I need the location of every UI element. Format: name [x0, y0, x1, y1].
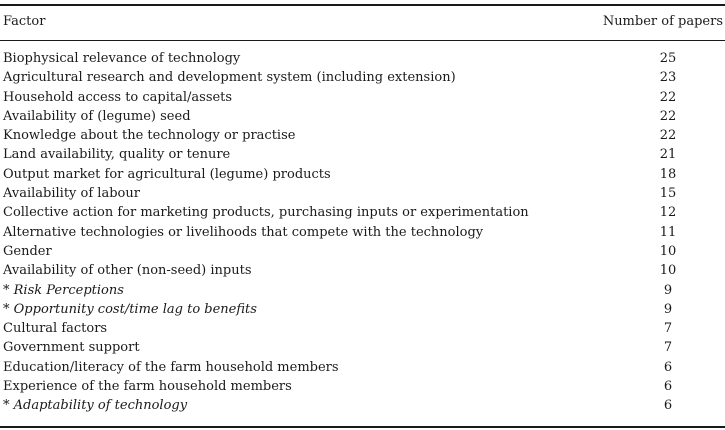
factor-label: Availability of labour: [3, 186, 140, 202]
factor-cell: [3, 126, 295, 145]
factor-cell: [3, 242, 52, 261]
asterisk-marker: *: [3, 301, 10, 317]
paper-count-cell: 6: [663, 359, 673, 375]
bottom-rule: [0, 426, 725, 428]
factor-label: Collective action for marketing products, purchasing inputs or experimentation: [3, 205, 529, 221]
paper-count-cell: 22: [659, 89, 677, 105]
table-row: [0, 223, 725, 242]
factor-cell: [3, 261, 252, 280]
table-row: [0, 49, 725, 68]
paper-count-cell: 7: [663, 321, 673, 337]
factor-cell: [3, 203, 529, 222]
header-rule: [0, 40, 725, 41]
factor-cell: [3, 300, 257, 319]
paper-count-cell: 12: [659, 205, 677, 221]
factor-cell: [3, 396, 187, 415]
table-row: [0, 377, 725, 396]
factor-cell: [3, 107, 191, 126]
factor-label: Opportunity cost/time lag to benefits: [13, 301, 257, 317]
factor-cell: [3, 145, 230, 164]
paper-count-cell: 9: [663, 282, 673, 298]
factor-label: Experience of the farm household members: [3, 379, 292, 395]
paper-count-cell: 15: [659, 186, 677, 202]
factor-label: Gender: [3, 243, 52, 259]
factor-label: Alternative technologies or livelihoods that compete with the technology: [3, 224, 484, 240]
table-row: [0, 396, 725, 415]
factor-label: Education/literacy of the farm household members: [3, 359, 339, 375]
factor-label: Availability of (legume) seed: [3, 108, 191, 124]
paper-count-cell: 23: [659, 70, 677, 86]
table-row: [0, 242, 725, 261]
factor-label: Land availability, quality or tenure: [3, 147, 231, 163]
factor-cell: [3, 377, 292, 396]
factor-label: Availability of other (non-seed) inputs: [3, 263, 252, 279]
paper-count-cell: 11: [659, 224, 677, 240]
header-number-of-papers: Number of papers: [602, 14, 723, 29]
paper-count-cell: 10: [659, 243, 677, 259]
factor-cell: [3, 358, 339, 377]
paper-count-cell: 18: [659, 166, 677, 182]
factor-label: Biophysical relevance of technology: [3, 51, 241, 66]
factor-label: Government support: [3, 340, 140, 356]
table-row: [0, 261, 725, 280]
factor-cell: [3, 319, 107, 338]
table-row: [0, 281, 725, 300]
table-row: [0, 338, 725, 357]
top-rule: [0, 4, 725, 6]
factor-cell: [3, 68, 456, 87]
paper-count-cell: 9: [663, 301, 673, 317]
paper-count-cell: 25: [659, 51, 677, 66]
table-row: [0, 165, 725, 184]
paper-count-cell: 22: [659, 108, 677, 124]
paper-count-cell: 6: [663, 379, 673, 395]
asterisk-marker: *: [3, 282, 10, 298]
paper-count-cell: 10: [659, 263, 677, 279]
factor-label: Output market for agricultural (legume) products: [3, 166, 331, 182]
table-row: [0, 319, 725, 338]
asterisk-marker: *: [3, 398, 10, 414]
factor-label: Knowledge about the technology or practise: [3, 128, 296, 144]
factor-label: Cultural factors: [3, 321, 108, 337]
factor-cell: [3, 49, 240, 68]
factor-cell: [3, 281, 124, 300]
factor-cell: [3, 223, 483, 242]
paper-count-cell: 22: [659, 128, 677, 144]
table-row: [0, 203, 725, 222]
factor-cell: [3, 338, 140, 357]
paper-count-cell: 6: [663, 398, 673, 414]
factor-cell: [3, 88, 232, 107]
table-row: [0, 88, 725, 107]
factor-cell: [3, 184, 140, 203]
table-row: [0, 68, 725, 87]
table-row: [0, 300, 725, 319]
factor-cell: [3, 165, 331, 184]
paper-count-cell: 21: [659, 147, 677, 163]
factor-label: Risk Perceptions: [13, 282, 124, 298]
factor-label: Adaptability of technology: [13, 398, 188, 414]
table-row: [0, 107, 725, 126]
table-row: [0, 126, 725, 145]
table-row: [0, 184, 725, 203]
table-row: [0, 145, 725, 164]
table-row: [0, 358, 725, 377]
paper-count-cell: 7: [663, 340, 673, 356]
table-body: [0, 49, 725, 416]
header-factor: Factor: [3, 14, 46, 29]
factor-label: Agricultural research and development system (including extension): [3, 70, 456, 86]
factor-label: Household access to capital/assets: [3, 89, 233, 105]
